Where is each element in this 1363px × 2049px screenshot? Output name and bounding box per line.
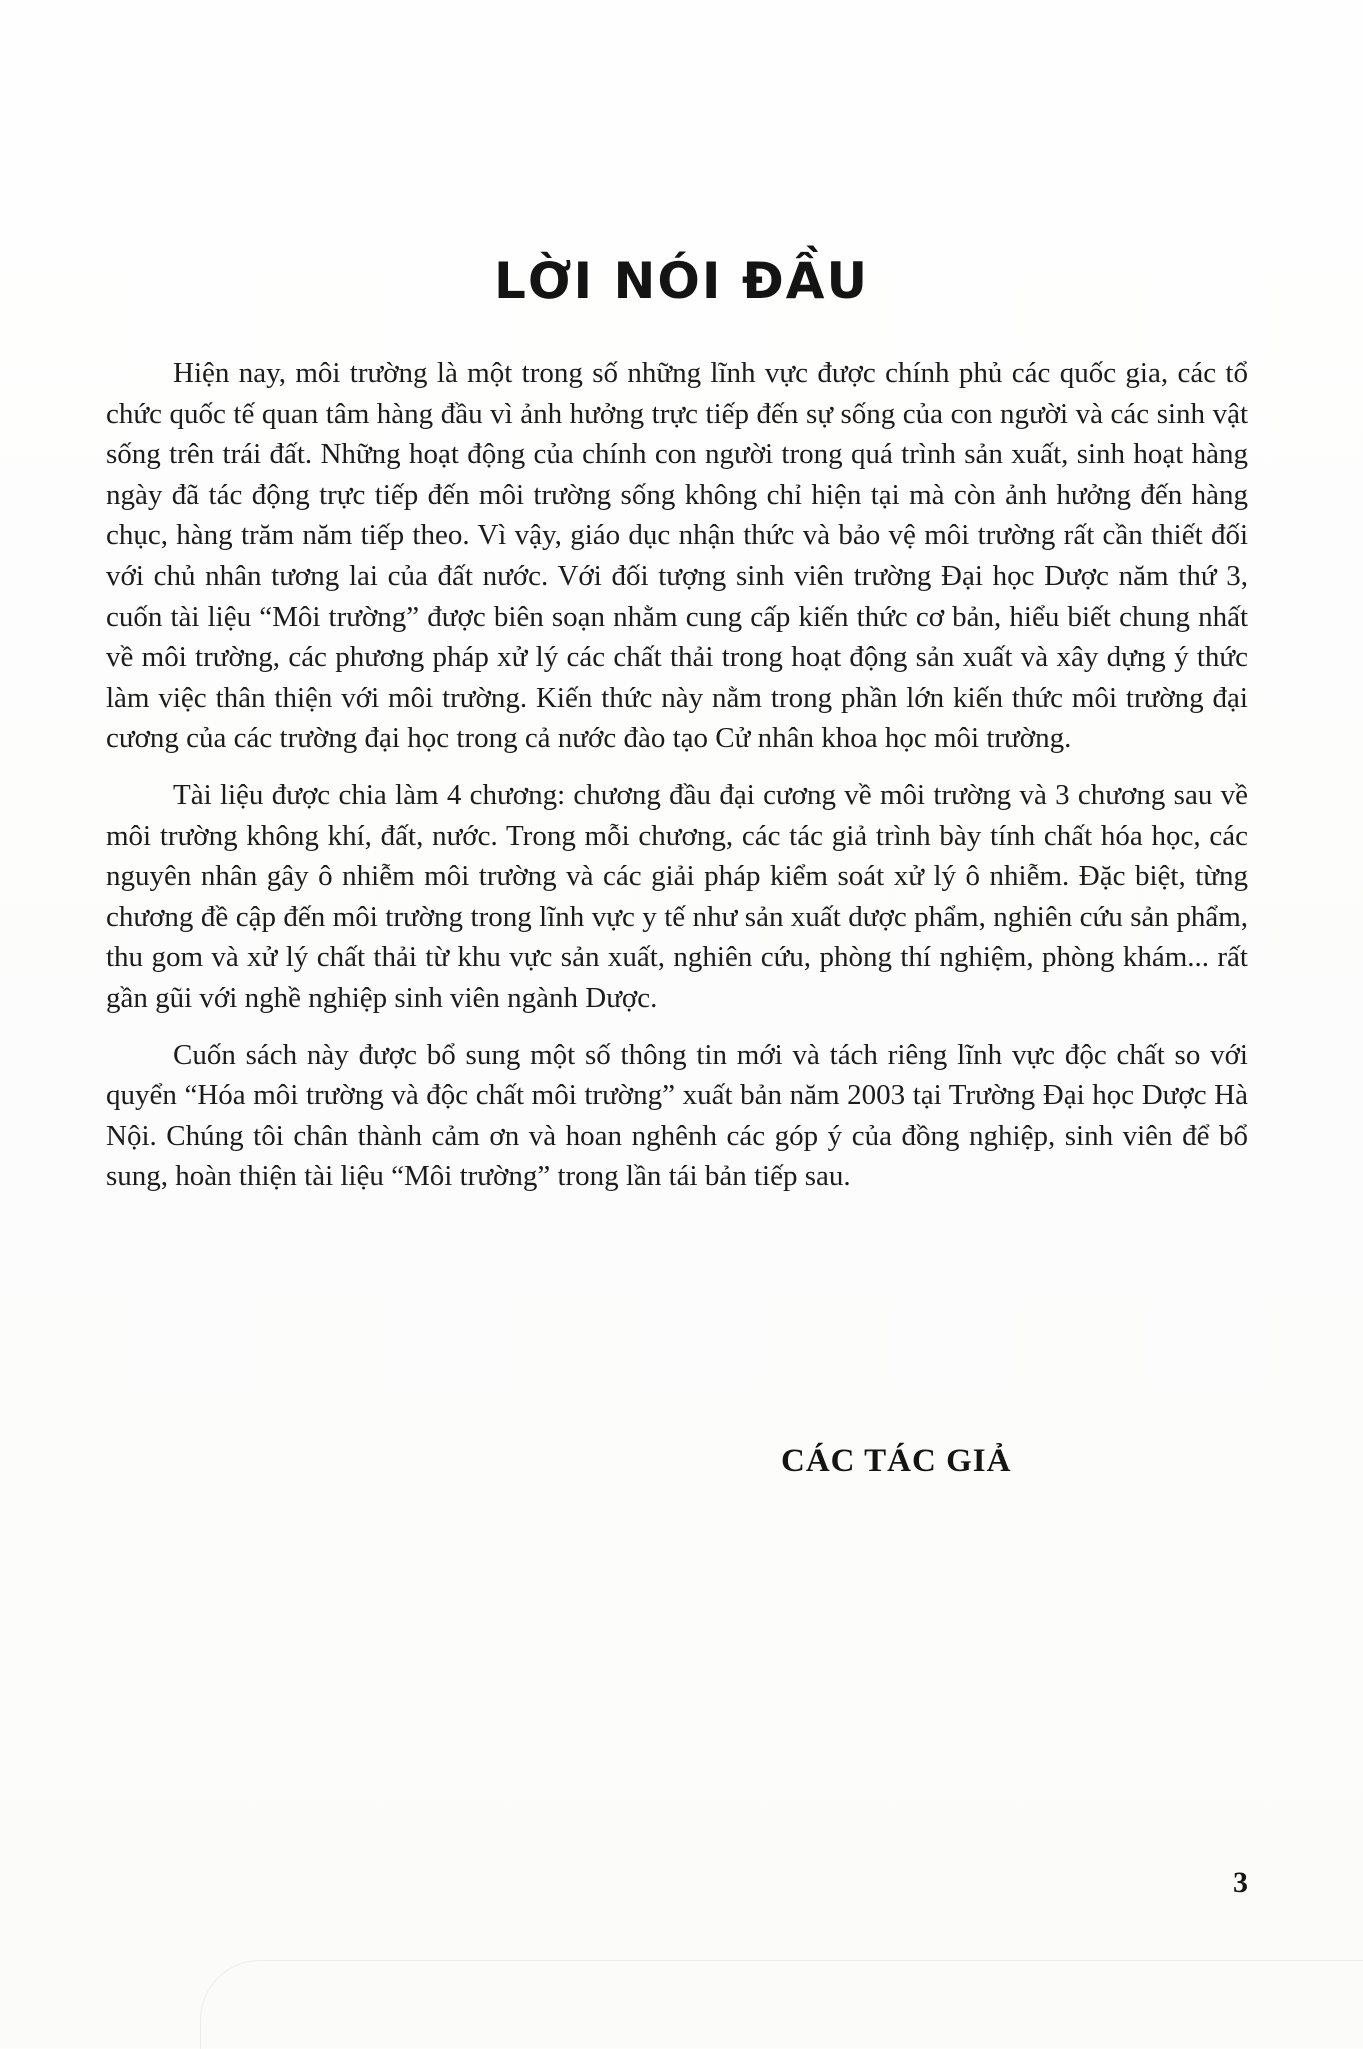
author-signature: CÁC TÁC GIẢ bbox=[781, 1443, 1012, 1479]
paragraph-2: Tài liệu được chia làm 4 chương: chương đầu đại cương về môi trường và 3 chương sau về môi trường không khí, đất, nước. Trong mỗi chương, các tác giả trình bày tính chất hóa học, các nguyên nhân gây ô nhiễm môi trường và các giải pháp kiểm soát xử lý ô nhiễm. Đặc biệt, từng chương đề cập đến môi trường trong lĩnh vực y tế như sản xuất dược phẩm, nghiên cứu sản phẩm, thu gom và xử lý chất thải từ khu vực sản xuất, nghiên cứu, phòng thí nghiệm, phòng khám... rất gần gũi với nghề nghiệp sinh viên ngành Dược. bbox=[106, 778, 1248, 1014]
page-title: LỜI NÓI ĐẦU bbox=[493, 252, 870, 310]
page-edge-divider bbox=[200, 1960, 1363, 2049]
paragraph-1: Hiện nay, môi trường là một trong số những lĩnh vực được chính phủ các quốc gia, các tổ chức quốc tế quan tâm hàng đầu vì ảnh hưởng trực tiếp đến sự sống của con người và các sinh vật sống trên trái đất. Những hoạt động của chính con người trong quá trình sản xuất, sinh hoạt hàng ngày đã tác động trực tiếp đến môi trường sống không chỉ hiện tại mà còn ảnh hưởng đến hàng chục, hàng trăm năm tiếp theo. Vì vậy, giáo dục nhận thức và bảo vệ môi trường rất cần thiết đối với chủ nhân tương lai của đất nước. Với đối tượng sinh viên trường Đại học Dược năm thứ 3, cuốn tài liệu “Môi trường” được biên soạn nhằm cung cấp kiến thức cơ bản, hiểu biết chung nhất về môi trường, các phương pháp xử lý các chất thải trong hoạt động sản xuất và xây dựng ý thức làm việc thân thiện với môi trường. Kiến thức này nằm trong phần lớn kiến thức môi trường đại cương của các trường đại học trong cả nước đào tạo Cử nhân khoa học môi trường. bbox=[106, 357, 1248, 755]
preface-body bbox=[106, 353, 1248, 1213]
paragraph-3: Cuốn sách này được bổ sung một số thông tin mới và tách riêng lĩnh vực độc chất so với quyển “Hóa môi trường và độc chất môi trường” xuất bản năm 2003 tại Trường Đại học Dược Hà Nội. Chúng tôi chân thành cảm ơn và hoan nghênh các góp ý của đồng nghiệp, sinh viên để bổ sung, hoàn thiện tài liệu “Môi trường” trong lần tái bản tiếp sau. bbox=[106, 1038, 1248, 1193]
page-number: 3 bbox=[1233, 1866, 1248, 1899]
